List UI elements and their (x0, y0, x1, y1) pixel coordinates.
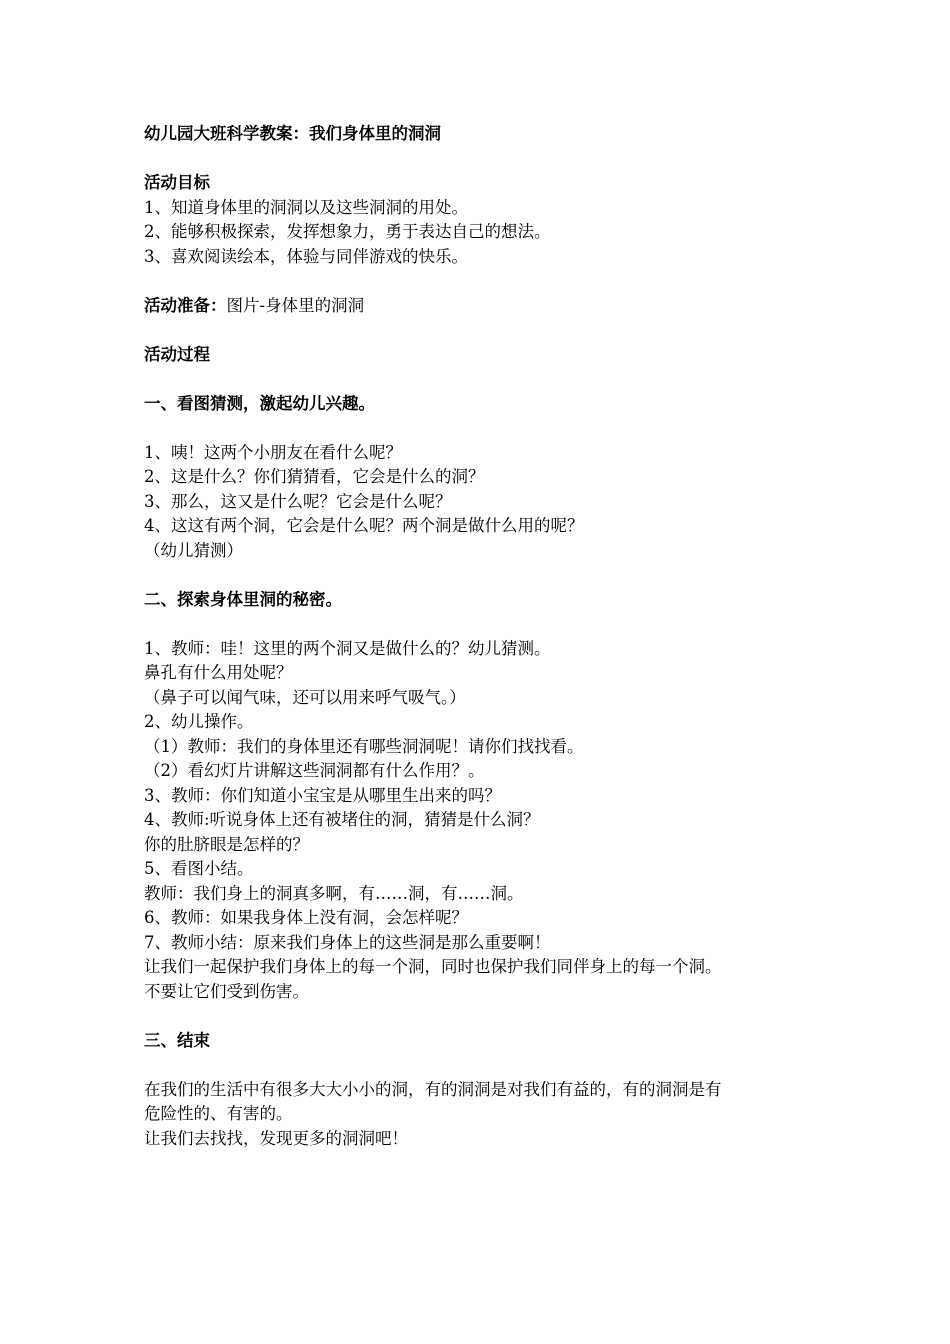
section2-line: 5、看图小结。 (144, 859, 254, 878)
spacer (144, 563, 824, 588)
spacer (144, 416, 824, 441)
section1-line: 2、这是什么？你们猜猜看，它会是什么的洞？ (144, 467, 485, 486)
document-title: 幼儿园大班科学教案：我们身体里的洞洞 (144, 124, 441, 143)
process-heading: 活动过程 (144, 344, 210, 364)
goal-item: 3、喜欢阅读绘本，体验与同伴游戏的快乐。 (144, 246, 468, 266)
section1-heading: 一、看图猜测，激起幼儿兴趣。 (144, 393, 375, 413)
goal-item: 2、能够积极探索，发挥想象力，勇于表达自己的想法。 (144, 222, 551, 241)
section1-line: （幼儿猜测） (144, 540, 243, 560)
section1-line: 1、咦！这两个小朋友在看什么呢？ (144, 442, 402, 462)
spacer (144, 367, 824, 392)
section3-paragraph1-line2: 危险性的、有害的。 (144, 1104, 293, 1123)
section1-line: 3、那么，这又是什么呢？它会是什么呢？ (144, 491, 452, 511)
spacer (144, 147, 824, 172)
spacer (144, 318, 824, 343)
prep-label: 活动准备： (144, 295, 227, 315)
section2-line: 教师：我们身上的洞真多啊，有……洞，有……洞。 (144, 883, 524, 903)
section2-line: 不要让它们受到伤害。 (144, 981, 309, 1001)
section2-line: 你的肚脐眼是怎样的？ (144, 834, 309, 854)
section1-line: 4、这这有两个洞，它会是什么呢？两个洞是做什么用的呢？ (144, 516, 584, 535)
section2-line: 4、教师:听说身体上还有被堵住的洞，猜猜是什么洞？ (144, 810, 540, 829)
spacer (144, 269, 824, 294)
section2-line: （2）看幻灯片讲解这些洞洞都有什么作用？。 (144, 761, 485, 780)
document-page (144, 122, 824, 1151)
section2-line: 鼻孔有什么用处呢？ (144, 663, 293, 682)
section2-line: 让我们一起保护我们身体上的每一个洞，同时也保护我们同伴身上的每一个洞。 (144, 957, 722, 976)
prep-line (144, 294, 824, 319)
spacer (144, 1004, 824, 1029)
section3-heading: 三、结束 (144, 1030, 210, 1050)
section3-paragraph2: 让我们去找找，发现更多的洞洞吧！ (144, 1128, 408, 1148)
section2-line: （鼻子可以闻气味，还可以用来呼气吸气。） (144, 687, 466, 707)
section2-line: 7、教师小结：原来我们身体上的这些洞是那么重要啊！ (144, 932, 551, 952)
spacer (144, 612, 824, 637)
section2-heading: 二、探索身体里洞的秘密。 (144, 589, 342, 609)
goals-heading: 活动目标 (144, 173, 210, 192)
section2-line: 6、教师：如果我身体上没有洞，会怎样呢？ (144, 908, 468, 927)
prep-text: 图片-身体里的洞洞 (226, 295, 365, 315)
section3-paragraph1-line1: 在我们的生活中有很多大大小小的洞，有的洞洞是对我们有益的，有的洞洞是有 (144, 1079, 722, 1099)
section2-line: 3、教师：你们知道小宝宝是从哪里生出来的吗？ (144, 785, 501, 805)
section2-line: （1）教师：我们的身体里还有哪些洞洞呢！请你们找找看。 (144, 736, 584, 756)
section2-line: 2、幼儿操作。 (144, 712, 254, 731)
spacer (144, 1053, 824, 1078)
goal-item: 1、知道身体里的洞洞以及这些洞洞的用处。 (144, 197, 468, 217)
section2-line: 1、教师：哇！这里的两个洞又是做什么的？幼儿猜测。 (144, 638, 551, 658)
